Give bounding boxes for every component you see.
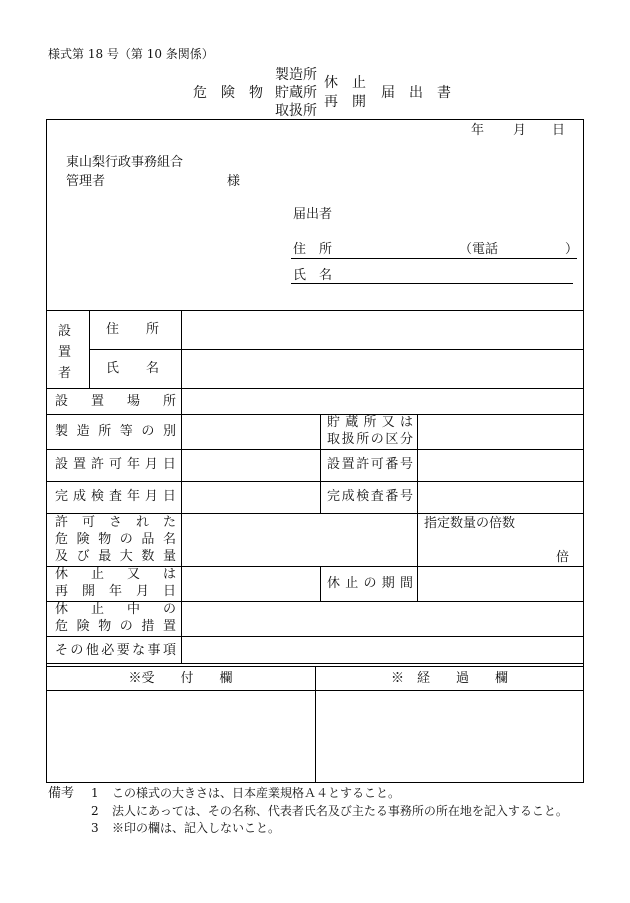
- inspection-date-label: 完 成 検 査 年 月 日: [55, 489, 176, 504]
- line-mid-column-2: [320, 566, 321, 601]
- permit-no-label: 設 置 許 可 番 号: [327, 457, 413, 472]
- suspend-reopen-label-2: 再 開 年 月 日: [55, 584, 176, 599]
- title-facility-2: 貯蔵所: [275, 85, 317, 101]
- multiple-unit: 倍: [556, 550, 570, 565]
- notes-heading: 備考: [48, 786, 75, 801]
- permit-date-label: 設 置 許 可 年 月 日: [55, 457, 176, 472]
- installer-address-label: 住 所: [106, 322, 159, 337]
- reception-label: ※受 付 欄: [128, 671, 233, 686]
- installer-name-label: 氏 名: [106, 361, 159, 376]
- addressee-role: 管理者: [66, 174, 106, 189]
- other-matters-input[interactable]: [184, 639, 581, 661]
- measures-label-2: 危 険 物 の 措 置: [55, 619, 176, 634]
- addressee-org: 東山梨行政事務組合: [66, 155, 184, 170]
- other-matters-label: そ の 他 必 要 な 事 項: [55, 643, 176, 658]
- notifier-phone-close: ）: [565, 242, 579, 257]
- notifier-label: 届出者: [293, 207, 333, 222]
- line-installer-mid: [89, 349, 584, 350]
- line-table-top: [46, 310, 584, 311]
- form-number: 様式第 18 号（第 10 条関係）: [48, 47, 214, 61]
- title-action-1: 休 止: [324, 75, 366, 91]
- line-measures-bottom: [46, 636, 584, 637]
- facility-class-label: 製 造 所 等 の 別: [55, 424, 176, 439]
- date-year: 年: [471, 123, 485, 138]
- note-2-text: 法人にあっては、その名称、代表者氏名及び主たる事務所の所在地を記入すること。: [112, 804, 568, 818]
- suspend-reopen-input[interactable]: [184, 569, 318, 599]
- notifier-address-underline: [291, 258, 577, 259]
- progress-label: ※ 経 過 欄: [390, 671, 508, 686]
- title-facility-3: 取扱所: [275, 103, 317, 119]
- line-mid-column: [320, 414, 321, 513]
- line-installer-divider: [89, 310, 90, 388]
- storage-class-label-2: 取 扱 所 の 区 分: [327, 432, 413, 447]
- note-3-number: 3: [91, 821, 99, 835]
- notifier-phone-open: （電話: [459, 242, 499, 257]
- inspection-date-input[interactable]: [184, 484, 318, 511]
- storage-class-input[interactable]: [420, 417, 581, 447]
- permitted-items-label-2: 危 険 物 の 品 名: [55, 532, 176, 547]
- line-other-bottom-1: [46, 663, 584, 664]
- notifier-address-input[interactable]: [338, 240, 458, 258]
- line-location-bottom: [46, 414, 584, 415]
- line-permit-bottom: [46, 481, 584, 482]
- designated-multiple-label: 指定数量の倍数: [424, 516, 516, 531]
- permitted-items-label-1: 許 可 さ れ た: [55, 515, 176, 530]
- title-prefix: 危 険 物: [193, 85, 263, 101]
- line-inspection-bottom: [46, 513, 584, 514]
- addressee-honorific: 様: [227, 174, 241, 189]
- note-1-number: 1: [91, 786, 99, 800]
- notifier-address-label: 住 所: [293, 242, 333, 257]
- notifier-name-label: 氏 名: [293, 268, 333, 283]
- suspension-period-label: 休 止 の 期 間: [327, 576, 413, 591]
- note-3-text: ※印の欄は、記入しないこと。: [112, 821, 281, 835]
- notifier-name-underline: [291, 283, 573, 284]
- location-label: 設 置 場 所: [55, 394, 176, 409]
- line-label-column: [181, 310, 182, 663]
- permit-date-input[interactable]: [184, 452, 318, 479]
- storage-class-label-1: 貯 蔵 所 又 は: [327, 415, 413, 430]
- title-suffix: 届 出 書: [381, 85, 451, 101]
- inspection-no-input[interactable]: [420, 484, 581, 511]
- title-action-2: 再 開: [324, 94, 366, 110]
- location-input[interactable]: [184, 391, 581, 412]
- title-facility-1: 製造所: [275, 67, 317, 83]
- note-2-number: 2: [91, 804, 99, 818]
- line-right-column: [417, 414, 418, 601]
- measures-input[interactable]: [184, 604, 581, 634]
- date-day: 日: [552, 123, 566, 138]
- permit-no-input[interactable]: [420, 452, 581, 479]
- installer-label: 設置者: [58, 324, 72, 381]
- line-class-bottom: [46, 449, 584, 450]
- suspension-period-input[interactable]: [420, 569, 581, 599]
- permitted-items-input[interactable]: [184, 516, 415, 564]
- notifier-name-input[interactable]: [338, 266, 573, 284]
- inspection-no-label: 完 成 検 査 番 号: [327, 489, 413, 504]
- date-month: 月: [513, 123, 527, 138]
- suspend-reopen-label-1: 休 止 又 は: [55, 567, 176, 582]
- line-installer-bottom: [46, 388, 584, 389]
- facility-class-input[interactable]: [184, 417, 318, 447]
- note-1-text: この様式の大きさは、日本産業規格Ａ４とすること。: [112, 786, 401, 800]
- permitted-items-label-3: 及 び 最 大 数 量: [55, 549, 176, 564]
- installer-address-input[interactable]: [184, 313, 581, 347]
- measures-label-1: 休 止 中 の: [55, 602, 176, 617]
- installer-name-input[interactable]: [184, 352, 581, 386]
